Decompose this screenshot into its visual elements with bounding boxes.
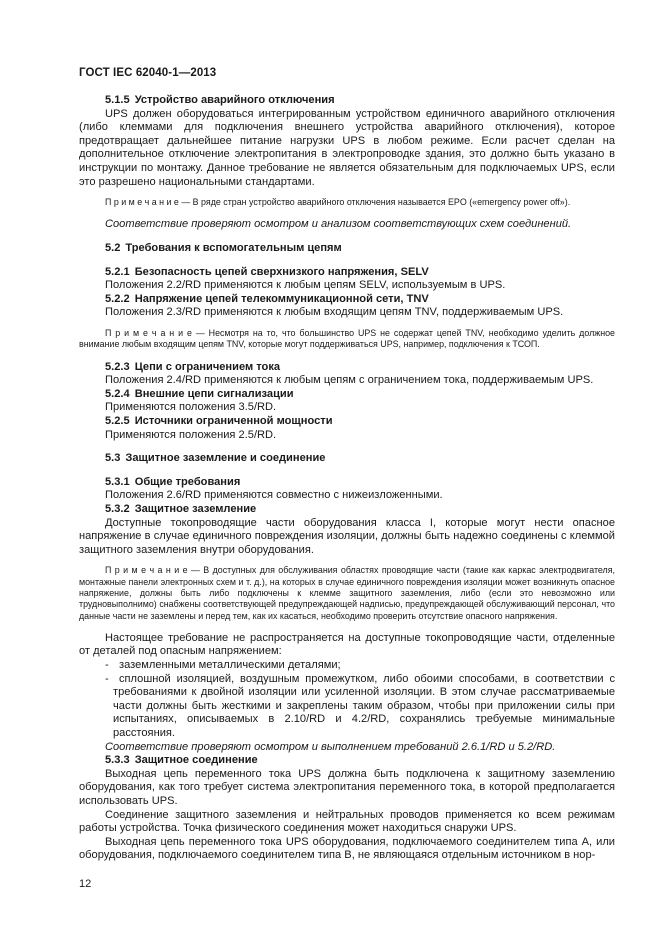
section-heading-5-3-3: [79, 754, 615, 768]
paragraph: Настоящее требование не распространяется на доступные токопроводящие части, отделенные от деталей под опасным напряжением:: [79, 631, 615, 658]
section-heading-5-2-2: [79, 293, 615, 307]
section-number: 5.2: [105, 242, 121, 255]
paragraph: Соединение защитного заземления и нейтральных проводов применяется ко всем режимам работы устройства. Точка физического соединения может находиться снаружи UPS.: [79, 808, 615, 835]
paragraph: Положения 2.3/RD применяются к любым входящим цепям TNV, поддерживаемым UPS.: [105, 306, 564, 319]
section-title: Защитное заземление: [134, 502, 257, 515]
paragraph: Выходная цепь переменного тока UPS оборудования, подключаемого соединителем типа А, или оборудования, подключаемого соединителем типа В, не являющаяся отдельным источником в нор-: [79, 835, 615, 862]
section-heading-5-2: [79, 242, 615, 256]
paragraph: UPS должен оборудоваться интегрированным устройством единичного аварийного отключения (либо клеммами для подключения внешнего устройства аварийного отключения), которое предотвращает дальнейшее питание нагрузки UPS в любом режиме. Если расчет сделан на дополнительное отключение электропитания в электропроводке здания, это должно быть указано в инструкции по монтажу. Данное требование не является обязательным для подключаемых UPS, если это разрешено национальными стандартами.: [79, 107, 615, 188]
section-heading-5-2-5: [79, 415, 615, 429]
section-heading-5-3-2: [79, 503, 615, 517]
section-number: 5.3: [105, 452, 121, 465]
section-title: Защитное соединение: [134, 754, 258, 767]
document-header: ГОСТ IEC 62040-1—2013: [79, 67, 217, 79]
section-title: Требования к вспомогательным цепям: [125, 242, 342, 255]
section-title: Внешние цепи сигнализации: [134, 387, 294, 400]
compliance-check: Соответствие проверяют осмотром и анализом соответствующих схем соединений.: [105, 218, 572, 231]
paragraph: Положения 2.4/RD применяются к любым цепям с ограничением тока, поддерживаемым UPS.: [105, 374, 594, 387]
section-number: 5.2.2: [105, 292, 130, 305]
section-number: 5.3.2: [105, 502, 130, 515]
section-heading-5-2-1: [79, 266, 615, 280]
section-heading-5-3: [79, 452, 615, 466]
note: П р и м е ч а н и е — В доступных для обслуживания областях проводящие части (такие как каркас электродвигателя, монтажные панели электронных схем и т. д.), на которых в случае единичного повреждения изоляции может возникнуть опасное напряжение, должны быть либо подключены к клемме защитного заземления, либо (если это невозможно или трудновыполнимо) снабжены соответствующей предупреждающей надписью, предупреждающей обслуживающий персонал, что данные части не заземлены и перед тем, как их касаться, необходимо проверить отсутствие опасного напряжения.: [79, 565, 615, 621]
section-number: 5.3.3: [105, 754, 130, 767]
section-number: 5.2.5: [105, 414, 130, 427]
section-number: 5.1.5: [105, 94, 130, 106]
paragraph: Положения 2.2/RD применяются к любым цепям SELV, используемым в UPS.: [105, 279, 506, 292]
paragraph: Применяются положения 2.5/RD.: [105, 428, 277, 441]
section-number: 5.3.1: [105, 475, 130, 488]
page-number: 12: [79, 878, 92, 890]
section-heading-5-2-4: [79, 388, 615, 402]
section-title: Устройство аварийного отключения: [134, 94, 335, 106]
page-content: [79, 94, 615, 863]
section-title: Общие требования: [134, 475, 241, 488]
section-number: 5.2.4: [105, 387, 130, 400]
dash-marker: -: [105, 672, 109, 685]
paragraph: Положения 2.6/RD применяются совместно с нижеизложенными.: [105, 489, 443, 502]
section-title: Источники ограниченной мощности: [134, 414, 333, 427]
section-title: Безопасность цепей сверхнизкого напряжения, SELV: [134, 265, 429, 278]
section-number: 5.2.3: [105, 360, 130, 373]
list-item-text: сплошной изоляцией, воздушным промежутком, либо обоими способами, в соответствии с требованиями к двойной изоляции или усиленной изоляции. В этом случае рассматриваемые части должны быть жесткими и закреплены таким образом, чтобы при приложении силы при испытаниях, описываемых в 2.10/RD и 4.2/RD, сохранялись требуемые минимальные расстояния.: [113, 672, 615, 739]
list-item: [79, 659, 615, 673]
note: П р и м е ч а н и е — Несмотря на то, что большинство UPS не содержат цепей TNV, необходимо уделить должное внимание любым входящим цепям TNV, которые могут поддерживаться UPS, например, подключения к ТСОП.: [79, 328, 615, 350]
dash-marker: -: [105, 659, 109, 671]
section-title: Защитное заземление и соединение: [125, 452, 326, 465]
section-heading-5-2-3: [79, 361, 615, 375]
note: П р и м е ч а н и е — В ряде стран устройство аварийного отключения называется EPO («emergency power off»).: [105, 197, 571, 208]
section-title: Цепи с ограничением тока: [134, 360, 281, 373]
list-item-text: заземленными металлическими деталями;: [119, 659, 341, 671]
paragraph: Применяются положения 3.5/RD.: [105, 401, 277, 414]
section-heading-5-3-1: [79, 476, 615, 490]
paragraph: Выходная цепь переменного тока UPS должна быть подключена к защитному заземлению оборудования, как того требует система электропитания переменного тока, в которой предполагается использовать UPS.: [79, 767, 615, 807]
section-heading-5-1-5: [79, 94, 615, 108]
compliance-check: Соответствие проверяют осмотром и выполнением требований 2.6.1/RD и 5.2/RD.: [105, 740, 556, 753]
section-number: 5.2.1: [105, 265, 130, 278]
paragraph: Доступные токопроводящие части оборудования класса I, которые могут нести опасное напряжение в случае единичного повреждения изоляции, должны быть надежно соединены с клеммой защитного заземления внутри оборудования.: [79, 516, 615, 556]
section-title: Напряжение цепей телекоммуникационной сети, TNV: [134, 292, 429, 305]
list-item: [79, 673, 615, 741]
